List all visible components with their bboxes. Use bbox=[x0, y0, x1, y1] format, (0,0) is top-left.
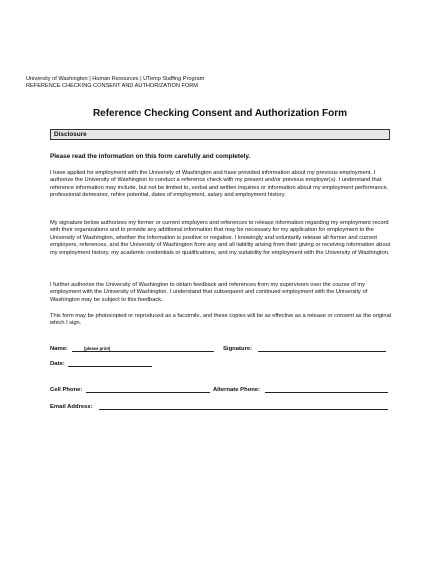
date-field[interactable] bbox=[68, 366, 152, 367]
alternate-phone-field[interactable] bbox=[265, 392, 388, 393]
paragraph-facsimile: This form may be photocopied or reproduced as a facsimile, and these copies will be as effective as a release or consent as the original which I sign. bbox=[50, 313, 392, 327]
paragraph-release: My signature below authorizes my former or current employers and references to release information regarding my employment record with their organizations and to provide any additional information that may be necessary for my application for employment to the University of Washington, whether the information is positive or negative. I knowingly and voluntarily release all former and current employers, references, and the University of Washington from any and all liability arising from their giving or receiving information about my employment history, my academic credentials or qualifications, and my suitability for employment with the University of Washington. bbox=[50, 220, 391, 256]
paragraph-feedback: I further authorize the University of Washington to obtain feedback and references from my supervisors over the course of my employment with the University of Washington. I understand that subsequent and continued employment with the University of Washington may be subject to this feedback. bbox=[50, 282, 368, 303]
name-label: Name: bbox=[50, 346, 69, 352]
cell-phone-field[interactable] bbox=[86, 392, 210, 393]
signature-field[interactable] bbox=[258, 351, 386, 352]
name-field[interactable] bbox=[72, 351, 214, 352]
section-header-disclosure bbox=[50, 129, 390, 140]
header-organization: University of Washington | Human Resources | UTemp Staffing Program bbox=[26, 76, 205, 82]
page-title: Reference Checking Consent and Authorization Form bbox=[92, 108, 348, 119]
email-field[interactable] bbox=[99, 409, 388, 410]
name-hint: (please print) bbox=[84, 346, 111, 351]
section-label: Disclosure bbox=[54, 131, 87, 138]
header-form-name: REFERENCE CHECKING CONSENT AND AUTHORIZATION FORM bbox=[26, 83, 198, 89]
alternate-phone-label: Alternate Phone: bbox=[213, 387, 261, 393]
date-label: Date: bbox=[50, 361, 65, 367]
signature-label: Signature: bbox=[223, 346, 253, 352]
instruction-text: Please read the information on this form carefully and completely. bbox=[50, 153, 251, 160]
email-label: Email Address: bbox=[50, 404, 93, 410]
cell-phone-label: Cell Phone: bbox=[50, 387, 83, 393]
paragraph-authorization: I have applied for employment with the University of Washington and have provided information about my previous employment. I authorize the University of Washington to conduct a reference check with my present and/or previous employer(s). I understand that reference information may include, but not be limited to, verbal and written inquiries or information about my employment performance, professional demeanor, rehire potential, dates of employment, salary and employment history. bbox=[50, 170, 389, 199]
